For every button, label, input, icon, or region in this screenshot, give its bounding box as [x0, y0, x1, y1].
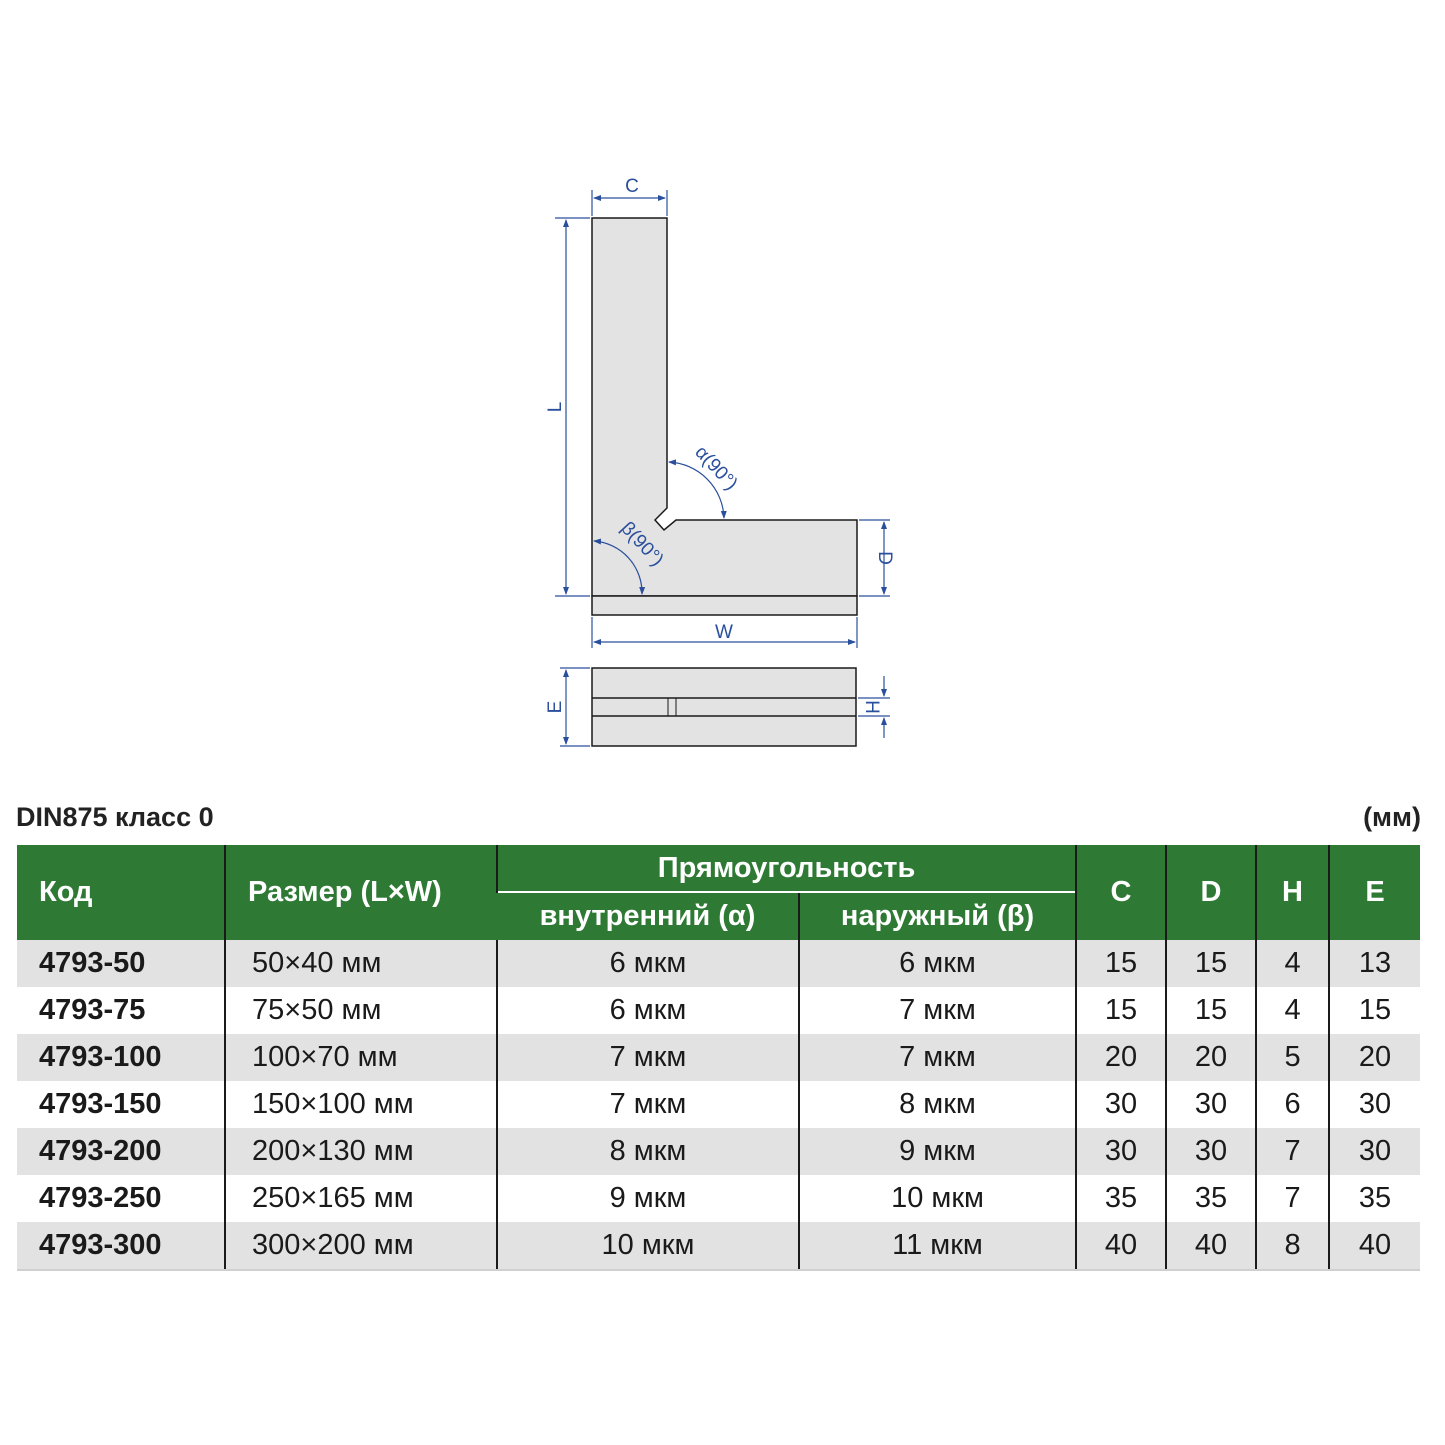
- cell-c: 15: [1076, 987, 1166, 1034]
- cell-inner: 10 мкм: [497, 1222, 799, 1270]
- cell-e: 30: [1329, 1128, 1420, 1175]
- cell-inner: 7 мкм: [497, 1081, 799, 1128]
- cell-code: 4793-250: [17, 1175, 225, 1222]
- cell-outer: 11 мкм: [799, 1222, 1076, 1270]
- cell-outer: 7 мкм: [799, 987, 1076, 1034]
- cell-h: 6: [1256, 1081, 1329, 1128]
- cell-size: 300×200 мм: [225, 1222, 497, 1270]
- header-inner: внутренний (α): [497, 892, 799, 940]
- cell-size: 150×100 мм: [225, 1081, 497, 1128]
- cell-size: 200×130 мм: [225, 1128, 497, 1175]
- cell-code: 4793-200: [17, 1128, 225, 1175]
- cell-outer: 9 мкм: [799, 1128, 1076, 1175]
- cell-h: 8: [1256, 1222, 1329, 1270]
- table-row: [17, 1175, 1420, 1222]
- table-row: [17, 1222, 1420, 1270]
- cell-size: 250×165 мм: [225, 1175, 497, 1222]
- cell-e: 35: [1329, 1175, 1420, 1222]
- label-c: C: [625, 176, 639, 197]
- label-d: D: [874, 551, 895, 565]
- spec-table: [17, 845, 1420, 1271]
- label-w: W: [715, 622, 733, 643]
- header-size: Размер (L×W): [225, 845, 497, 940]
- cell-d: 35: [1166, 1175, 1256, 1222]
- cell-c: 40: [1076, 1222, 1166, 1270]
- table-row: [17, 987, 1420, 1034]
- table-row: [17, 1034, 1420, 1081]
- table-row: [17, 940, 1420, 987]
- cell-code: 4793-300: [17, 1222, 225, 1270]
- header-c: C: [1076, 845, 1166, 940]
- cell-h: 4: [1256, 987, 1329, 1034]
- cell-h: 4: [1256, 940, 1329, 987]
- cell-outer: 8 мкм: [799, 1081, 1076, 1128]
- cell-outer: 7 мкм: [799, 1034, 1076, 1081]
- label-l: L: [545, 401, 566, 413]
- header-code: Код: [17, 845, 225, 940]
- cell-d: 30: [1166, 1081, 1256, 1128]
- cell-code: 4793-150: [17, 1081, 225, 1128]
- cell-outer: 6 мкм: [799, 940, 1076, 987]
- table-row: [17, 1128, 1420, 1175]
- cell-code: 4793-75: [17, 987, 225, 1034]
- cell-e: 13: [1329, 940, 1420, 987]
- cell-d: 30: [1166, 1128, 1256, 1175]
- cell-d: 40: [1166, 1222, 1256, 1270]
- square-base-strip: [592, 596, 857, 615]
- cell-d: 15: [1166, 987, 1256, 1034]
- unit-label: (мм): [1363, 802, 1421, 832]
- cell-e: 30: [1329, 1081, 1420, 1128]
- header-h: H: [1256, 845, 1329, 940]
- label-alpha: α(90°): [690, 441, 742, 495]
- table-row: [17, 1081, 1420, 1128]
- cell-inner: 6 мкм: [497, 940, 799, 987]
- cell-e: 20: [1329, 1034, 1420, 1081]
- label-h: H: [861, 700, 882, 714]
- header-outer: наружный (β): [799, 892, 1076, 940]
- header-e: E: [1329, 845, 1420, 940]
- cell-inner: 9 мкм: [497, 1175, 799, 1222]
- cell-h: 5: [1256, 1034, 1329, 1081]
- header-squareness: Прямоугольность: [497, 845, 1076, 892]
- header-d: D: [1166, 845, 1256, 940]
- square-side-view: [592, 668, 856, 746]
- spec-table-header: [17, 845, 1420, 940]
- cell-size: 75×50 мм: [225, 987, 497, 1034]
- cell-inner: 8 мкм: [497, 1128, 799, 1175]
- cell-size: 100×70 мм: [225, 1034, 497, 1081]
- cell-code: 4793-50: [17, 940, 225, 987]
- spec-table-body: [17, 940, 1420, 1270]
- cell-d: 15: [1166, 940, 1256, 987]
- cell-inner: 7 мкм: [497, 1034, 799, 1081]
- cell-c: 30: [1076, 1128, 1166, 1175]
- cell-outer: 10 мкм: [799, 1175, 1076, 1222]
- cell-c: 35: [1076, 1175, 1166, 1222]
- cell-h: 7: [1256, 1175, 1329, 1222]
- cell-c: 30: [1076, 1081, 1166, 1128]
- spec-title: DIN875 класс 0: [16, 802, 214, 832]
- cell-h: 7: [1256, 1128, 1329, 1175]
- cell-inner: 6 мкм: [497, 987, 799, 1034]
- label-e: E: [545, 700, 566, 714]
- label-beta: β(90°): [616, 517, 668, 571]
- cell-code: 4793-100: [17, 1034, 225, 1081]
- cell-size: 50×40 мм: [225, 940, 497, 987]
- cell-e: 40: [1329, 1222, 1420, 1270]
- cell-e: 15: [1329, 987, 1420, 1034]
- cell-c: 20: [1076, 1034, 1166, 1081]
- cell-d: 20: [1166, 1034, 1256, 1081]
- square-front-view: [592, 218, 857, 615]
- cell-c: 15: [1076, 940, 1166, 987]
